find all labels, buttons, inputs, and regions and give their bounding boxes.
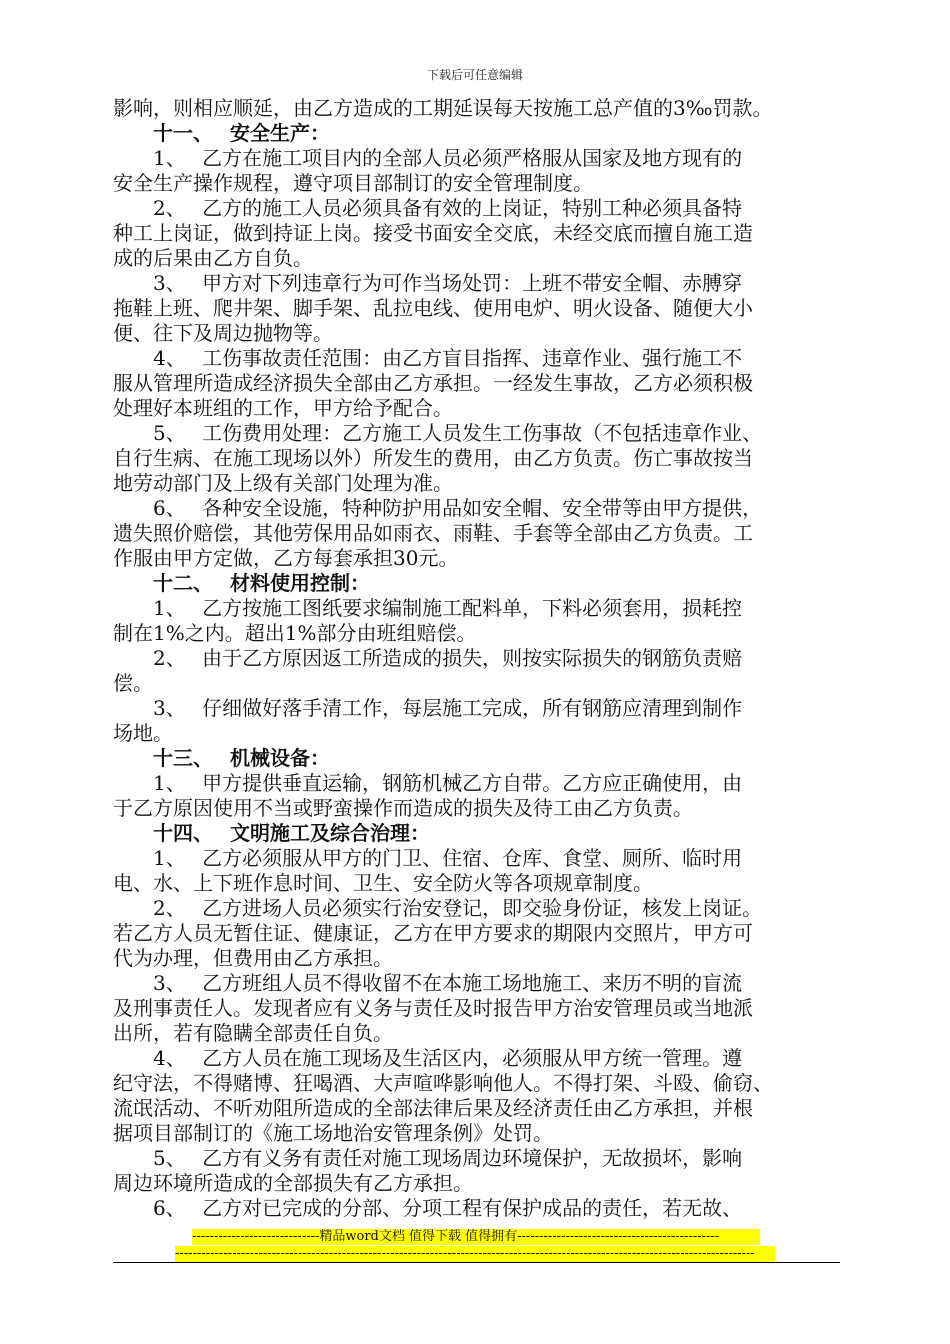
text-line: 纪守法，不得赌博、狂喝酒、大声喧哗影响他人。不得打架、斗殴、偷窃、 [113, 1071, 773, 1095]
footer-dashes: ------------------------------------------------------------------------------------------------------------------------------------ [175, 1246, 775, 1262]
text-line: 制在1%之内。超出1%部分由班组赔偿。 [113, 621, 477, 645]
text-line: 便、往下及周边抛物等。 [113, 321, 333, 345]
text-line: 3、 仔细做好落手清工作，每层施工完成，所有钢筋应清理到制作 [113, 696, 743, 720]
text-line: 2、 由于乙方原因返工所造成的损失，则按实际损失的钢筋负责赔 [113, 646, 743, 670]
text-line: 流氓活动、不听劝阻所造成的全部法律后果及经济责任由乙方承担，并根 [113, 1096, 753, 1120]
text-line: 2、 乙方进场人员必须实行治安登记，即交验身份证，核发上岗证。 [113, 896, 763, 920]
document-body [113, 96, 840, 1221]
text-line: 6、 各种安全设施，特种防护用品如安全帽、安全带等由甲方提供， [113, 496, 763, 520]
text-line: 据项目部制订的《施工场地治安管理条例》处罚。 [113, 1121, 553, 1145]
text-line: 1、 乙方按施工图纸要求编制施工配料单，下料必须套用，损耗控 [113, 596, 743, 620]
text-line: 3、 甲方对下列违章行为可作当场处罚：上班不带安全帽、赤膊穿 [113, 271, 743, 295]
text-line: 影响，则相应顺延，由乙方造成的工期延误每天按施工总产值的3‰罚款。 [113, 96, 773, 120]
text-line: 及刑事责任人。发现者应有义务与责任及时报告甲方治安管理员或当地派 [113, 996, 753, 1020]
section-heading: 十三、 机械设备： [113, 746, 330, 770]
section-heading: 十四、 文明施工及综合治理： [113, 821, 430, 845]
footer-banner: -----------------------------精品word文档 值得下载 值得拥有---------------------------------------------- [192, 1229, 760, 1245]
footer-rule [113, 1262, 840, 1263]
text-line: 4、 乙方人员在施工现场及生活区内，必须服从甲方统一管理。遵 [113, 1046, 743, 1070]
text-line: 出所，若有隐瞒全部责任自负。 [113, 1021, 393, 1045]
section-heading: 十一、 安全生产： [113, 121, 330, 145]
text-line: 若乙方人员无暂住证、健康证，乙方在甲方要求的期限内交照片，甲方可 [113, 921, 753, 945]
text-line: 地劳动部门及上级有关部门处理为准。 [113, 471, 453, 495]
text-line: 周边环境所造成的全部损失有乙方承担。 [113, 1171, 473, 1195]
text-line: 服从管理所造成经济损失全部由乙方承担。一经发生事故，乙方必须积极 [113, 371, 753, 395]
text-line: 1、 乙方必须服从甲方的门卫、住宿、仓库、食堂、厕所、临时用 [113, 846, 743, 870]
text-line: 电、水、上下班作息时间、卫生、安全防火等各项规章制度。 [113, 871, 653, 895]
text-line: 安全生产操作规程，遵守项目部制订的安全管理制度。 [113, 171, 593, 195]
text-line: 种工上岗证，做到持证上岗。接受书面安全交底，未经交底而擅自施工造 [113, 221, 753, 245]
text-line: 拖鞋上班、爬井架、脚手架、乱拉电线、使用电炉、明火设备、随便大小 [113, 296, 753, 320]
text-line: 3、 乙方班组人员不得收留不在本施工场地施工、来历不明的盲流 [113, 971, 743, 995]
text-line: 2、 乙方的施工人员必须具备有效的上岗证，特别工种必须具备特 [113, 196, 743, 220]
text-line: 遗失照价赔偿，其他劳保用品如雨衣、雨鞋、手套等全部由乙方负责。工 [113, 521, 753, 545]
page-header: 下载后可任意编辑 [426, 68, 523, 82]
text-line: 6、 乙方对已完成的分部、分项工程有保护成品的责任，若无故、 [113, 1196, 743, 1220]
text-line: 自行生病、在施工现场以外）所发生的费用，由乙方负责。伤亡事故按当 [113, 446, 753, 470]
text-line: 5、 工伤费用处理：乙方施工人员发生工伤事故（不包括违章作业、 [113, 421, 763, 445]
text-line: 代为办理，但费用由乙方承担。 [113, 946, 393, 970]
text-line: 5、 乙方有义务有责任对施工现场周边环境保护，无故损坏，影响 [113, 1146, 743, 1170]
text-line: 于乙方原因使用不当或野蛮操作而造成的损失及待工由乙方负责。 [113, 796, 693, 820]
text-line: 偿。 [113, 671, 153, 695]
text-line: 1、 乙方在施工项目内的全部人员必须严格服从国家及地方现有的 [113, 146, 743, 170]
text-line: 4、 工伤事故责任范围：由乙方盲目指挥、违章作业、强行施工不 [113, 346, 743, 370]
text-line: 1、 甲方提供垂直运输，钢筋机械乙方自带。乙方应正确使用，由 [113, 771, 743, 795]
text-line: 作服由甲方定做，乙方每套承担30元。 [113, 546, 459, 570]
section-heading: 十二、 材料使用控制： [113, 571, 370, 595]
text-line: 处理好本班组的工作，甲方给予配合。 [113, 396, 453, 420]
text-line: 场地。 [113, 721, 173, 745]
text-line: 成的后果由乙方自负。 [113, 246, 313, 270]
